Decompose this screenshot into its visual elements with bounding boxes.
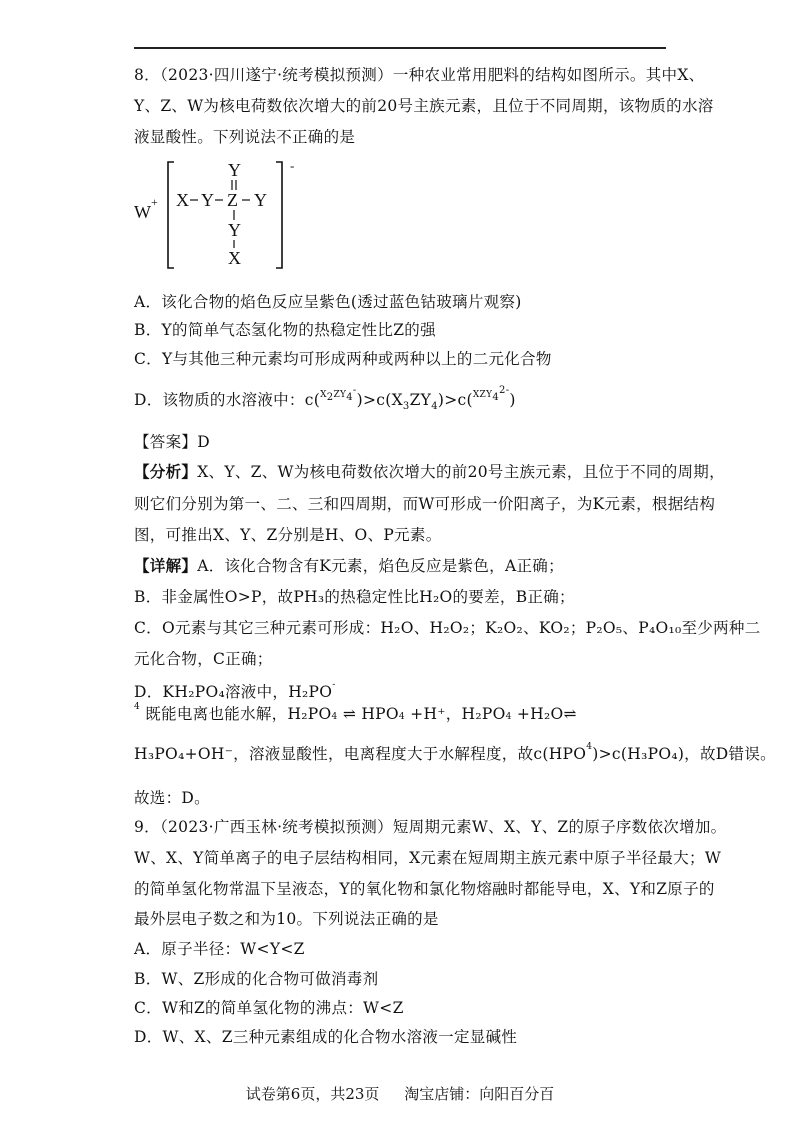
atom-top: Y (228, 160, 241, 180)
q8-option-d: D．该物质的水溶液中：$c(^{X_2ZY_4^-})>c(X_3ZY_4)>c(^{XZY_4^{2-}})$ (134, 385, 516, 413)
atom-row-1: Y (201, 190, 214, 210)
right-bracket (276, 162, 282, 268)
q9-option-c: C．W和Z的简单氢化物的沸点：W<Z (134, 999, 404, 1017)
q8-stem-line3: 液显酸性。下列说法不正确的是 (134, 128, 356, 146)
q8-stem-line1: 8．（2023·四川遂宁·统考模拟预测）一种农业常用肥料的结构如图所示。其中X、 (134, 66, 705, 84)
q8-stem-line2: Y、Z、W为核电荷数依次增大的前20号主族元素，且位于不同周期，该物质的水溶 (134, 97, 714, 115)
cation-symbol: W (134, 202, 151, 222)
structure-diagram (134, 160, 314, 270)
page-footer (0, 1083, 800, 1104)
atom-row-0: X (176, 190, 189, 210)
q9-stem-line3: 的简单氢化物常温下呈液态，Y的氧化物和氯化物熔融时都能导电，X、Y和Z原子的 (134, 880, 715, 898)
detail-c1: C．O元素与其它三种元素可形成：H₂O、H₂O₂；K₂O₂、KO₂；P₂O₅、P₄O₁₀至少两种二 (134, 619, 761, 637)
analysis-line1: 【分析】X、Y、Z、W为核电荷数依次增大的前20号主族元素，且位于不同的周期， (134, 462, 725, 481)
q8-option-b: B．Y的简单气态氢化物的热稳定性比Z的强 (134, 321, 436, 339)
q8-option-c: C．Y与其他三种元素均可形成两种或两种以上的二元化合物 (134, 350, 552, 368)
q9-stem-line4: 最外层电子数之和为10。下列说法正确的是 (134, 910, 439, 928)
top-rule (134, 47, 666, 49)
detail-a: 【详解】A．该化合物含有K元素，焰色反应是紫色，A正确； (134, 556, 564, 575)
page-number: 试卷第6页，共23页 (245, 1085, 380, 1103)
atom-row-2: Z (227, 190, 238, 210)
detail-d1: D．KH₂PO₄溶液中，$H_2PO^{- 4}$ 既能电离也能水解，H₂PO4 ⇌ HPO4 +H⁺，H₂PO4 +H₂O⇌ (134, 680, 577, 723)
analysis-line3: 图，可推出X、Y、Z分别是H、O、P元素。 (134, 526, 442, 544)
detail-b: B．非金属性O>P，故PH₃的热稳定性比H₂O的要差，B正确； (134, 588, 575, 606)
shop-name: 淘宝店铺：向阳百分百 (404, 1085, 555, 1103)
left-bracket (168, 162, 174, 268)
conclusion: 故选：D。 (134, 789, 210, 807)
anion-charge: - (290, 160, 295, 173)
q9-option-b: B．W、Z形成的化合物可做消毒剂 (134, 970, 379, 988)
answer: 【答案】D (134, 433, 210, 451)
q8-option-a: A．该化合物的焰色反应呈紫色(透过蓝色钴玻璃片观察) (134, 293, 522, 311)
analysis-line2: 则它们分别为第一、二、三和四周期，而W可形成一价阳离子，为K元素，根据结构 (134, 495, 716, 513)
detail-d2: H₃PO₄+OH⁻，溶液显酸性，电离程度大于水解程度，故$c(HPO^4)>c(H_3PO_4)$，故D错误。 (134, 742, 776, 763)
q9-option-a: A．原子半径：W<Y<Z (134, 940, 305, 958)
detail-c2: 元化合物，C正确； (134, 650, 273, 668)
cation-charge: + (151, 195, 158, 209)
q9-stem-line2: W、X、Y简单离子的电子层结构相同，X元素在短周期主族元素中原子半径最大；W (134, 849, 722, 867)
q9-stem-line1: 9．（2023·广西玉林·统考模拟预测）短周期元素W、X、Y、Z的原子序数依次增加。 (134, 818, 727, 836)
q9-option-d: D．W、X、Z三种元素组成的化合物水溶液一定显碱性 (134, 1028, 518, 1046)
atom-bottom-1: Y (228, 220, 241, 240)
atom-bottom-2: X (228, 248, 241, 268)
atom-row-3: Y (254, 190, 267, 210)
